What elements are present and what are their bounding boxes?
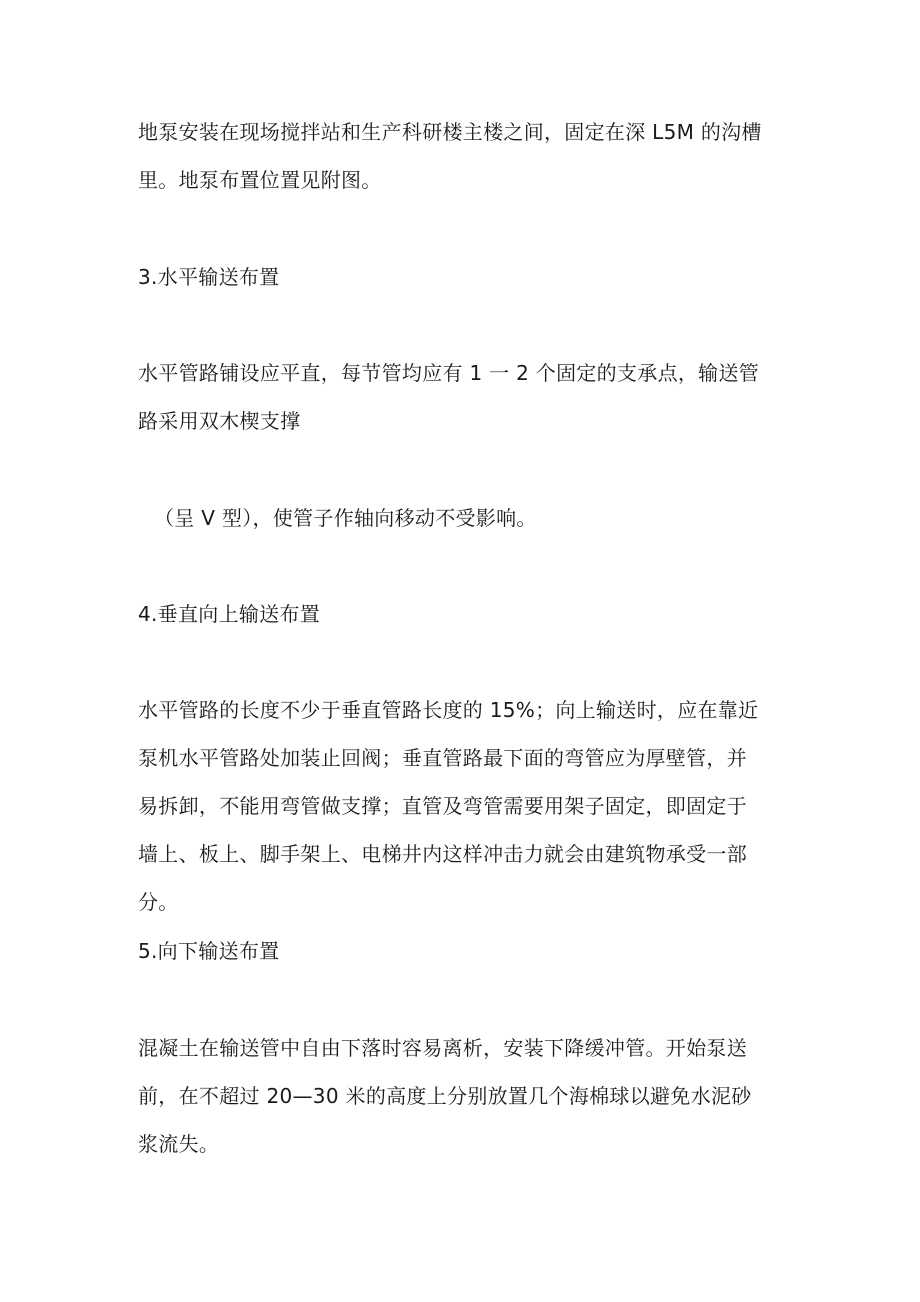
section-heading-5: 5.向下输送布置 bbox=[138, 939, 280, 963]
paragraph-line: 水平管路的长度不少于垂直管路长度的 15%；向上输送时，应在靠近 bbox=[138, 698, 759, 722]
paragraph-line: 浆流失。 bbox=[138, 1132, 220, 1156]
paragraph-line: 地泵安装在现场搅拌站和生产科研楼主楼之间，固定在深 L5M 的沟槽 bbox=[138, 120, 762, 144]
paragraph-line: 分。 bbox=[138, 890, 179, 914]
paragraph-line: 泵机水平管路处加装止回阀；垂直管路最下面的弯管应为厚壁管，并 bbox=[138, 746, 747, 770]
paragraph-line: （呈 V 型），使管子作轴向移动不受影响。 bbox=[154, 506, 537, 530]
section-heading-3: 3.水平输送布置 bbox=[138, 265, 280, 289]
paragraph-line: 里。地泵布置位置见附图。 bbox=[138, 168, 382, 192]
paragraph-line: 路采用双木楔支撑 bbox=[138, 409, 301, 433]
section-heading-4: 4.垂直向上输送布置 bbox=[138, 602, 321, 626]
paragraph-line: 墙上、板上、脚手架上、电梯井内这样冲击力就会由建筑物承受一部 bbox=[138, 842, 747, 866]
paragraph-line: 水平管路铺设应平直，每节管均应有 1 一 2 个固定的支承点，输送管 bbox=[138, 361, 760, 385]
paragraph-line: 易拆卸，不能用弯管做支撑；直管及弯管需要用架子固定，即固定于 bbox=[138, 794, 747, 818]
paragraph-line: 前，在不超过 20—30 米的高度上分别放置几个海棉球以避免水泥砂 bbox=[138, 1084, 752, 1108]
paragraph-line: 混凝土在输送管中自由下落时容易离析，安装下降缓冲管。开始泵送 bbox=[138, 1036, 747, 1060]
